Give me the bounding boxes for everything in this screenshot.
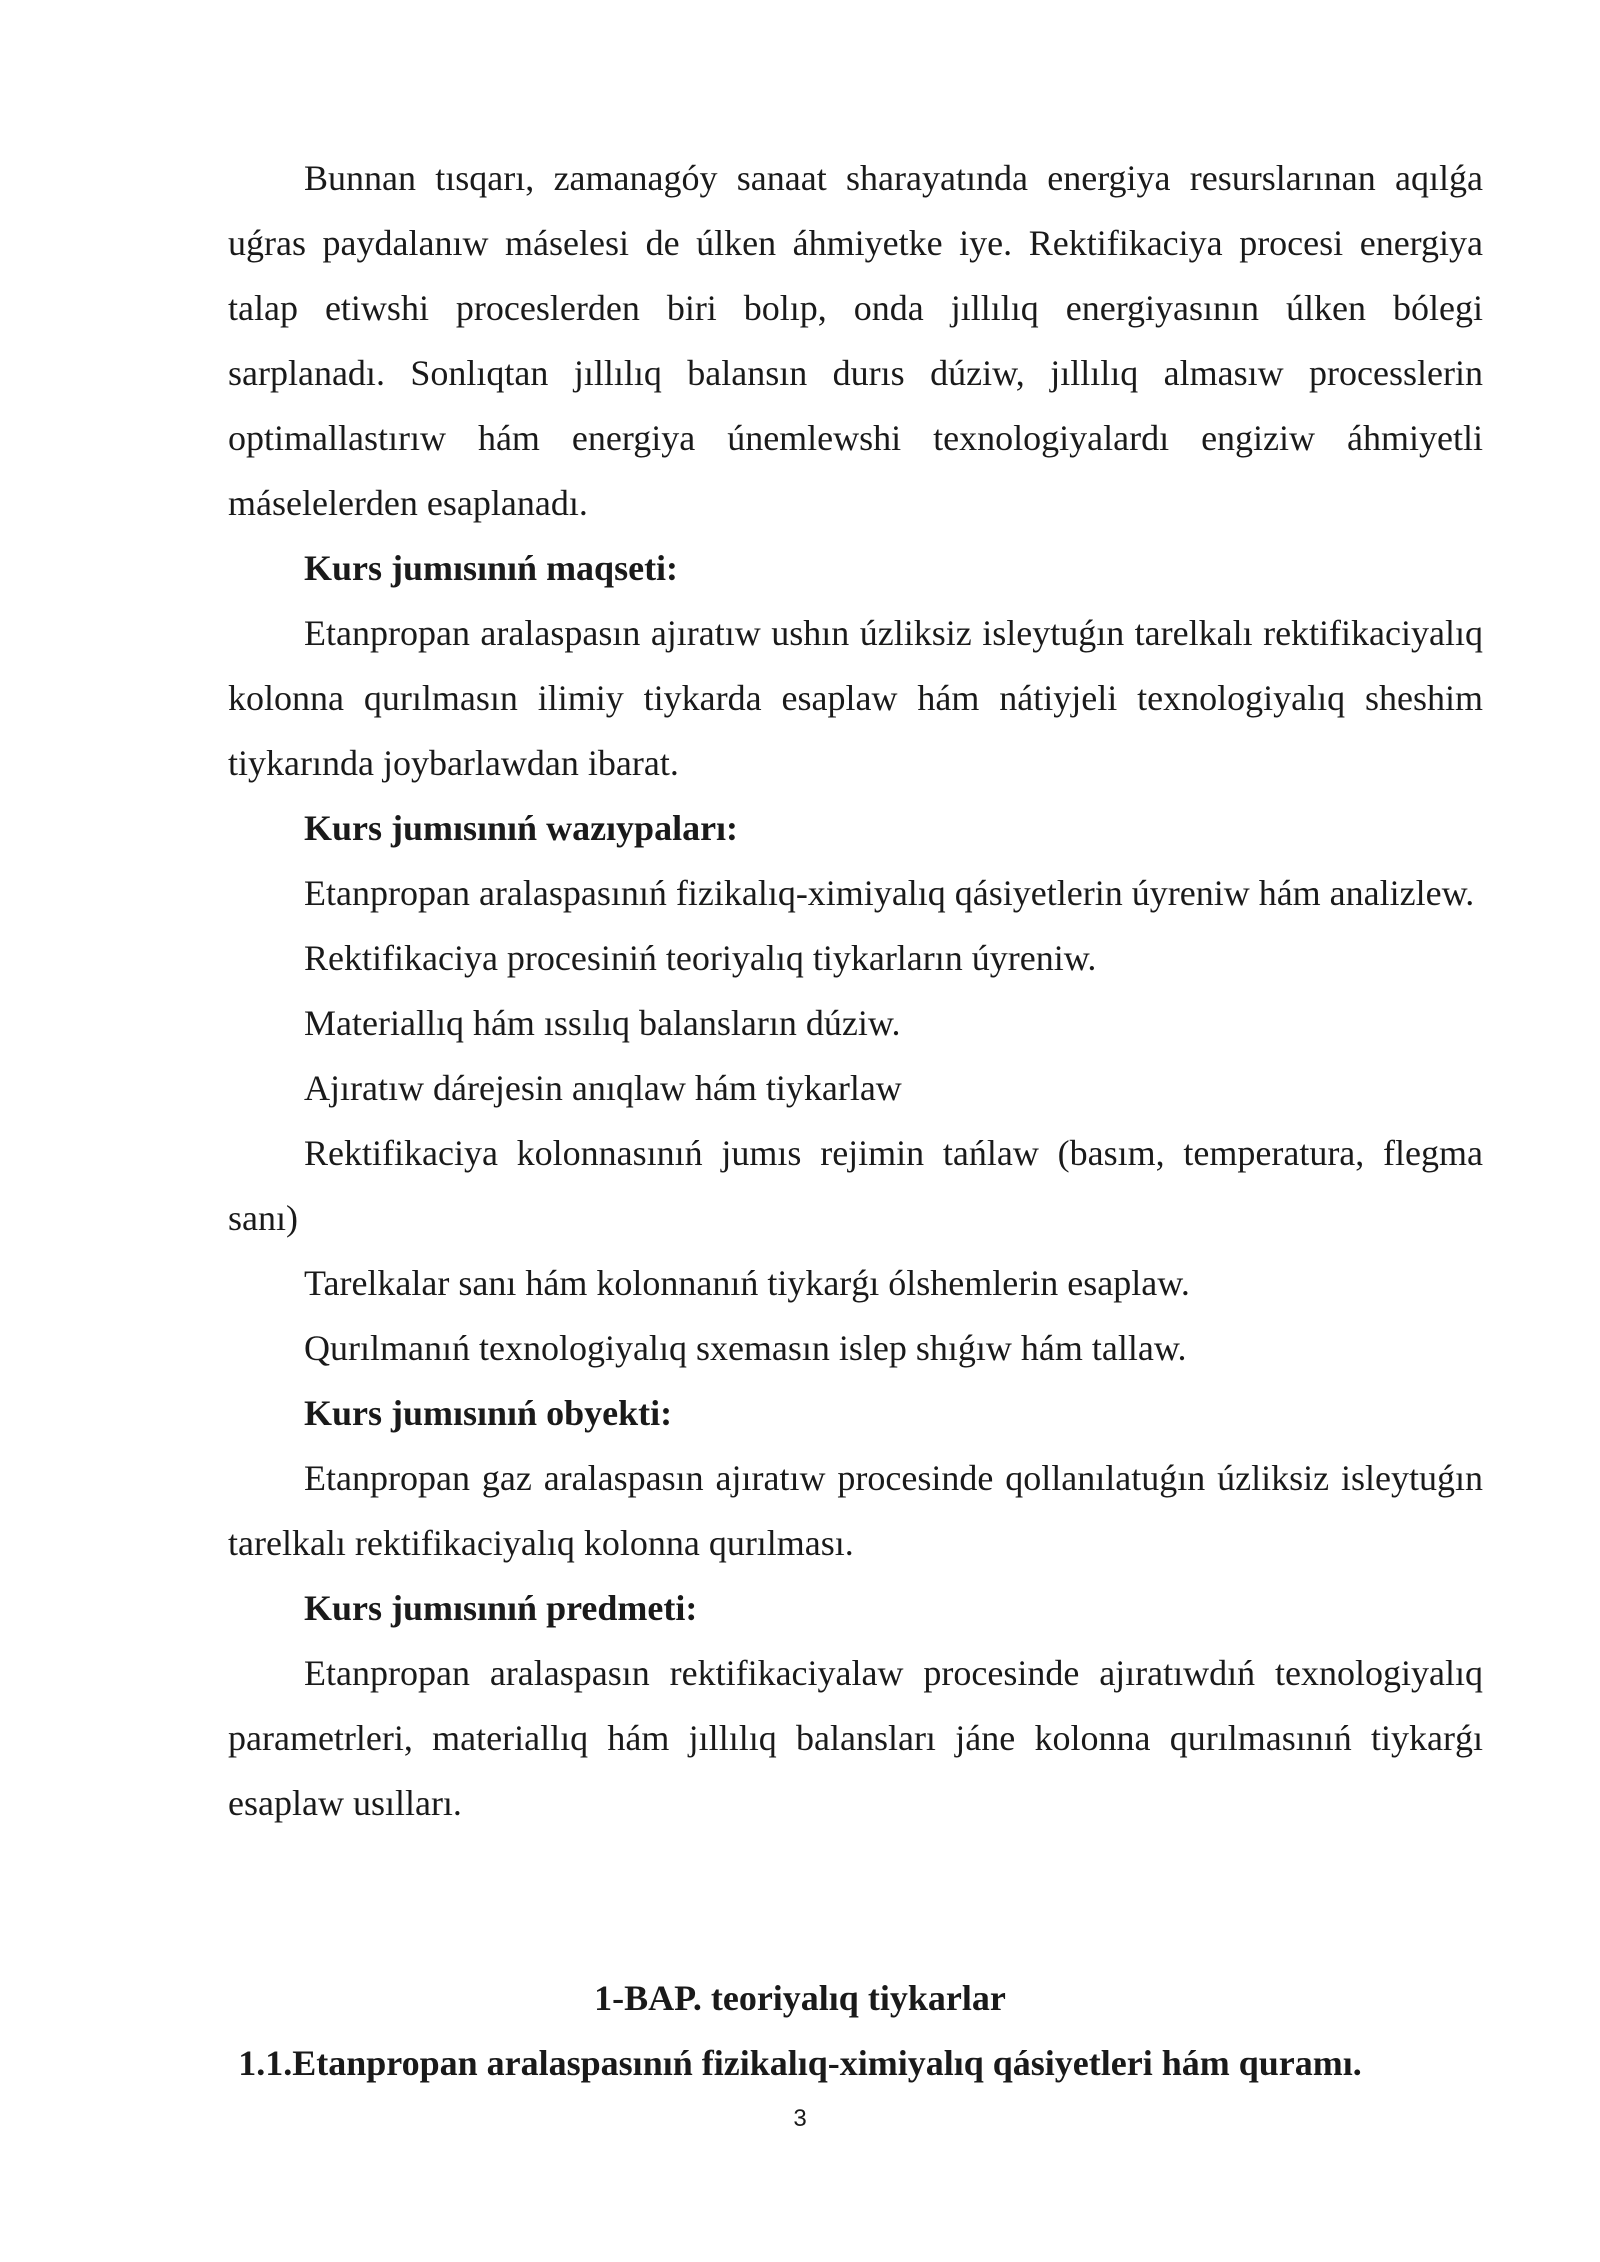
subject-heading: Kurs jumısınıń predmeti: (304, 1588, 698, 1628)
subject-paragraph: Etanpropan aralaspasın rektifikaciyalaw procesinde ajıratıwdıń texnologiyalıq parametrleri, materiallıq hám jıllılıq balansları jáne kolonna qurılmasınıń tiykarǵı esaplaw usılları. (228, 1653, 1483, 1823)
object-paragraph: Etanpropan gaz aralaspasın ajıratıw procesinde qollanılatuǵın úzliksiz isleytuǵın tarelkalı rektifikaciyalıq kolonna qurılması. (228, 1458, 1483, 1563)
task-item: Tarelkalar sanı hám kolonnanıń tiykarǵı ólshemlerin esaplaw. (304, 1263, 1190, 1303)
goal-heading: Kurs jumısınıń maqseti: (304, 548, 679, 588)
task-item: Etanpropan aralaspasınıń fizikalıq-ximiyalıq qásiyetlerin úyreniw hám analizlew. (304, 873, 1475, 913)
task-item: Rektifikaciya kolonnasınıń jumıs rejimin tańlaw (basım, temperatura, flegma sanı) (228, 1133, 1483, 1238)
task-item: Ajıratıw dárejesin anıqlaw hám tiykarlaw (304, 1068, 902, 1108)
section-title: 1.1.Etanpropan aralaspasınıń fizikalıq-ximiyalıq qásiyetleri hám quramı. (238, 2043, 1362, 2083)
tasks-heading: Kurs jumısınıń wazıypaları: (304, 808, 739, 848)
object-heading: Kurs jumısınıń obyekti: (304, 1393, 673, 1433)
page-number: 3 (793, 2105, 807, 2132)
chapter-title: 1-BAP. teoriyalıq tiykarlar (594, 1978, 1006, 2018)
task-item: Materiallıq hám ıssılıq balansların dúziw. (304, 1003, 901, 1043)
intro-paragraph: Bunnan tısqarı, zamanagóy sanaat sharayatında energiya resurslarınan aqılǵa uǵras paydalanıw máselesi de úlken áhmiyetke iye. Rektifikaciya procesi energiya talap etiwshi proceslerden biri bolıp, onda jıllılıq energiyasının úlken bólegi sarplanadı. Sonlıqtan jıllılıq balansın durıs dúziw, jıllılıq almasıw processlerin optimallastırıw hám energiya únemlewshi texnologiyalardı engiziw áhmiyetli máselelerden esaplanadı. (228, 158, 1483, 523)
page-body (228, 146, 1483, 1836)
goal-paragraph: Etanpropan aralaspasın ajıratıw ushın úzliksiz isleytuǵın tarelkalı rektifikaciyalıq kolonna qurılmasın ilimiy tiykarda esaplaw hám nátiyjeli texnologiyalıq sheshim tiykarında joybarlawdan ibarat. (228, 613, 1483, 783)
task-item: Qurılmanıń texnologiyalıq sxemasın islep shıǵıw hám tallaw. (304, 1328, 1187, 1368)
task-item: Rektifikaciya procesiniń teoriyalıq tiykarların úyreniw. (304, 938, 1097, 978)
